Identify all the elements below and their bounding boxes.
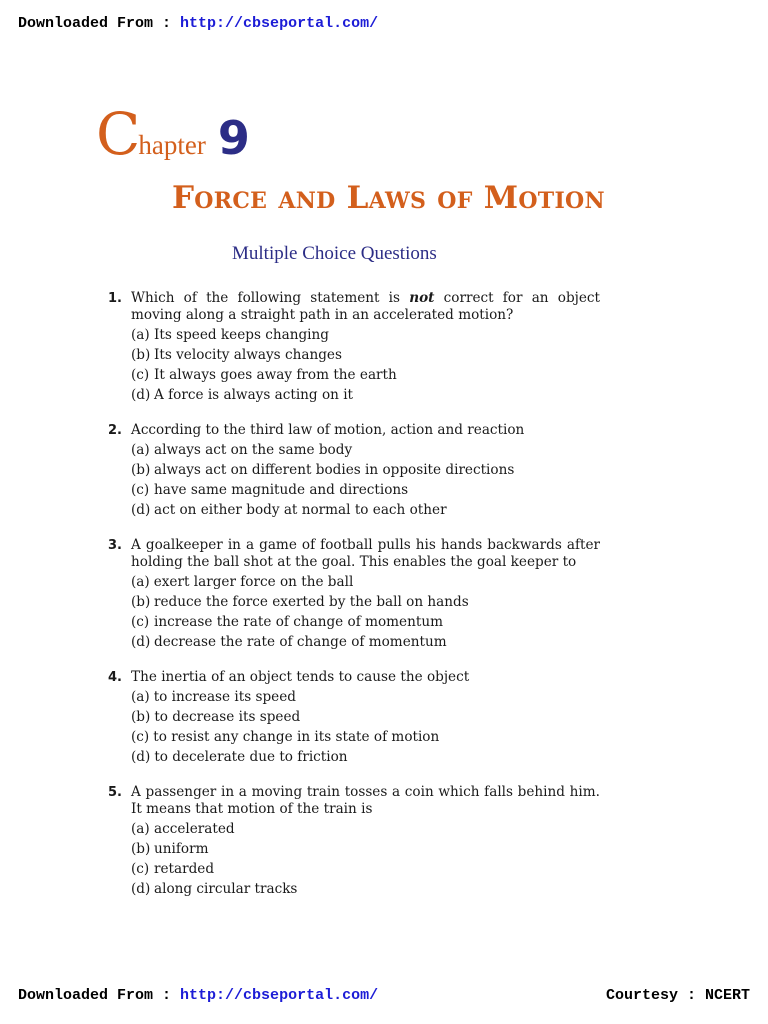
emphasis-not: not (409, 290, 435, 306)
chapter-word: hapter (138, 130, 206, 160)
question-number: 5. (108, 785, 122, 800)
question-item (100, 290, 600, 404)
question-item (100, 422, 600, 519)
option: (d) along circular tracks (131, 881, 298, 897)
page-footer (18, 987, 378, 1004)
header-prefix: Downloaded From : (18, 15, 172, 32)
option: (d) decrease the rate of change of momentum (131, 634, 447, 650)
question-number: 3. (108, 538, 122, 553)
question-number: 2. (108, 423, 122, 438)
option: (a) to increase its speed (131, 689, 296, 705)
chapter-heading (96, 100, 250, 168)
option: (d) to decelerate due to friction (131, 749, 348, 765)
footer-courtesy: Courtesy : NCERT (605, 987, 750, 1004)
page-header (18, 15, 378, 32)
chapter-initial: C (96, 100, 141, 168)
question-number: 4. (108, 670, 122, 685)
option: (c) It always goes away from the earth (131, 367, 397, 383)
question-text: According to the third law of motion, action and reaction (131, 422, 525, 438)
option: (c) have same magnitude and directions (131, 482, 409, 498)
option: (c) retarded (131, 861, 215, 877)
question-number: 1. (108, 291, 122, 306)
option: (a) accelerated (131, 821, 235, 837)
question-text: A goalkeeper in a game of football pulls his hands backwards after holding the ball shot at the goal. This enables the goal keeper to (131, 537, 600, 570)
option: (c) to resist any change in its state of motion (131, 729, 440, 745)
question-item (100, 669, 600, 766)
section-subtitle: Multiple Choice Questions (232, 243, 437, 264)
option: (b) uniform (131, 841, 209, 857)
option: (a) always act on the same body (131, 442, 353, 458)
option: (b) Its velocity always changes (131, 347, 342, 363)
option: (a) Its speed keeps changing (131, 327, 329, 343)
chapter-title: Force and Laws of Motion (172, 180, 605, 216)
question-text: Which of the following statement is not correct for an object moving along a straight path in an accelerated motion? (131, 290, 600, 323)
footer-prefix: Downloaded From : (18, 987, 172, 1004)
footer-link[interactable]: http://cbseportal.com/ (180, 987, 379, 1004)
chapter-number: 9 (217, 111, 250, 165)
header-link[interactable]: http://cbseportal.com/ (180, 15, 379, 32)
option: (b) always act on different bodies in opposite directions (131, 462, 515, 478)
option: (c) increase the rate of change of momentum (131, 614, 443, 630)
question-list (100, 290, 600, 916)
option: (d) act on either body at normal to each other (131, 502, 447, 518)
question-text: A passenger in a moving train tosses a coin which falls behind him. It means that motion of the train is (131, 784, 600, 817)
option: (a) exert larger force on the ball (131, 574, 354, 590)
question-text: The inertia of an object tends to cause the object (131, 669, 470, 685)
option: (b) to decrease its speed (131, 709, 301, 725)
question-item (100, 537, 600, 651)
option: (d) A force is always acting on it (131, 387, 354, 403)
question-item (100, 784, 600, 898)
option: (b) reduce the force exerted by the ball on hands (131, 594, 469, 610)
